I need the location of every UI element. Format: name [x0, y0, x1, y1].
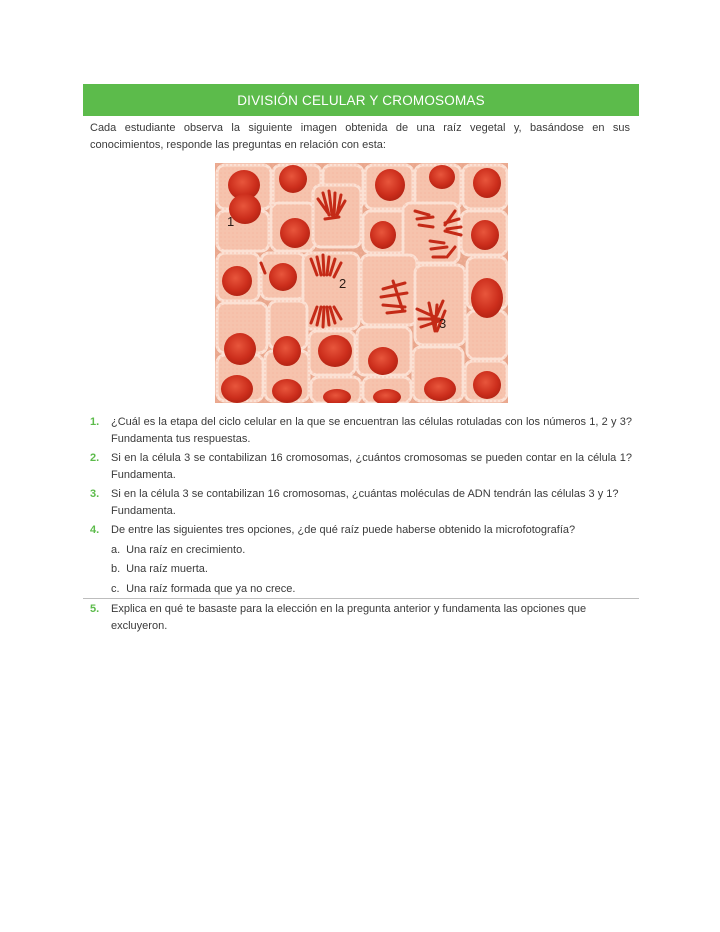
- question-text: Si en la célula 3 se contabilizan 16 cromosomas, ¿cuántos cromosomas se pueden contar en la célula 1? Fundamenta.: [111, 452, 632, 481]
- question-text: Explica en qué te basaste para la elección en la pregunta anterior y fundamenta las opciones que excluyeron.: [111, 603, 587, 632]
- question-text: Si en la célula 3 se contabilizan 16 cromosomas, ¿cuántas moléculas de ADN tendrán las células 3 y 1? Fundamenta.: [111, 488, 619, 517]
- option-letter: a.: [111, 543, 121, 556]
- root-tip-micrograph: [215, 163, 508, 403]
- question-text: De entre las siguientes tres opciones, ¿de qué raíz puede haberse obtenido la microfotografía?: [111, 524, 576, 536]
- question-text: ¿Cuál es la etapa del ciclo celular en la que se encuentran las células rotuladas con los números 1, 2 y 3? Fundamenta tus respuestas.: [111, 416, 632, 445]
- question-number: 5.: [90, 603, 100, 615]
- question-number: 1.: [90, 416, 100, 428]
- figure-label-1: 1: [227, 214, 235, 229]
- question-5: [90, 601, 632, 634]
- question-number: 4.: [90, 524, 100, 536]
- micrograph-image: [215, 163, 508, 403]
- bottom-divider: [83, 598, 639, 599]
- tissue-texture: [215, 163, 508, 403]
- question-3: [90, 486, 632, 519]
- question-number: 3.: [90, 488, 100, 500]
- question-1: [90, 414, 632, 447]
- question-2: [90, 450, 632, 483]
- intro-paragraph: Cada estudiante observa la siguiente imagen obtenida de una raíz vegetal y, basándose en sus conocimientos, responde las preguntas en relación con esta:: [90, 122, 630, 151]
- option-a: [111, 542, 632, 559]
- question-list: [90, 414, 632, 637]
- option-letter: c.: [111, 582, 120, 595]
- section-header: [83, 84, 639, 116]
- option-text: Una raíz en crecimiento.: [126, 543, 246, 556]
- question-number: 2.: [90, 452, 100, 464]
- option-c: [111, 581, 632, 598]
- figure-label-3: 3: [439, 316, 447, 331]
- question-4: [90, 522, 632, 539]
- option-b: [111, 561, 632, 578]
- option-letter: b.: [111, 563, 121, 575]
- option-text: Una raíz formada que ya no crece.: [126, 582, 296, 595]
- figure-label-2: 2: [339, 276, 347, 291]
- question-4-options: [111, 542, 632, 598]
- option-text: Una raíz muerta.: [126, 563, 208, 575]
- section-title: DIVISIÓN CELULAR Y CROMOSOMAS: [237, 92, 485, 108]
